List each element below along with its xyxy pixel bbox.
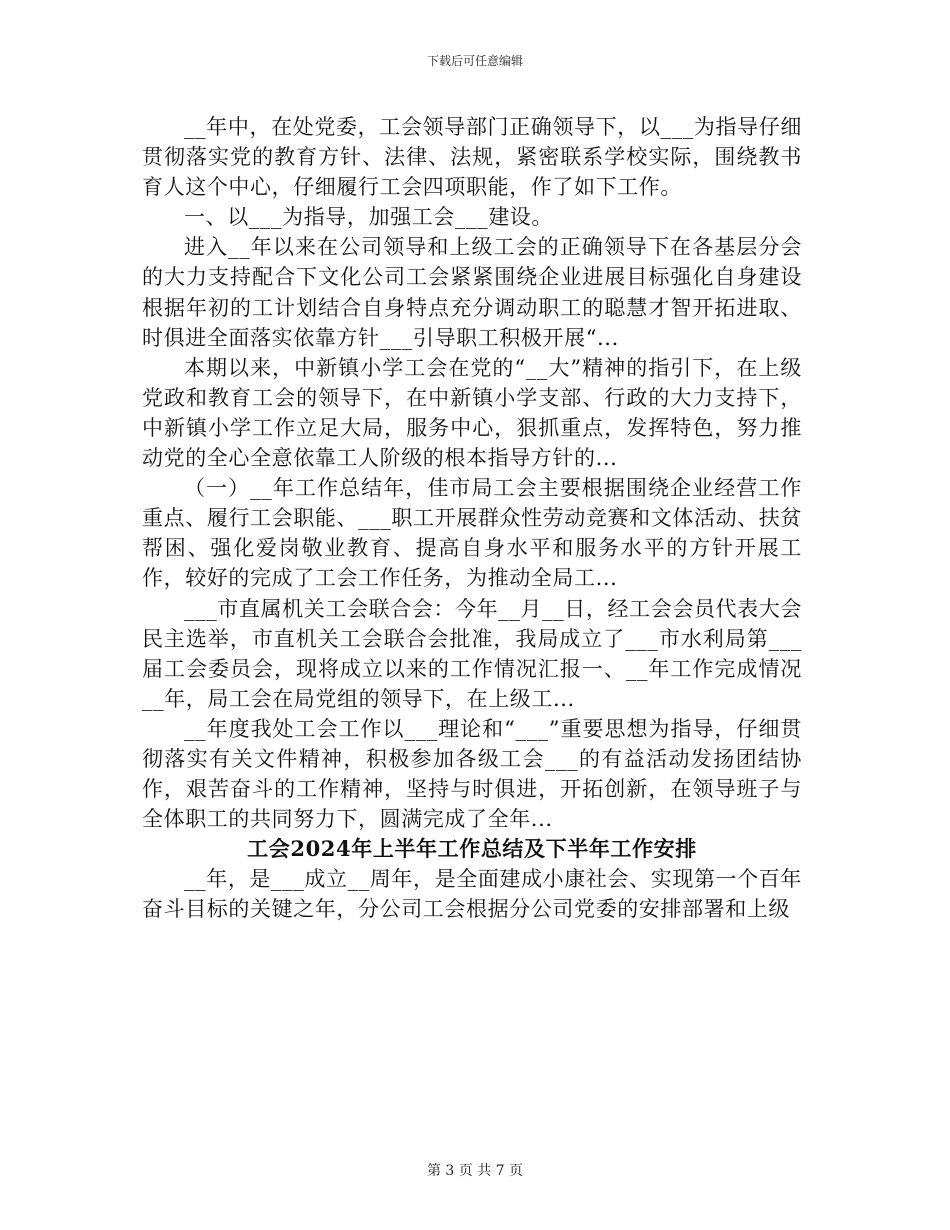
paragraph: __年，是___成立__周年，是全面建成小康社会、实现第一个百年奋斗目标的关键之年，分公司工会根据分公司党委的安排部署和上级 bbox=[142, 867, 802, 922]
header-note: 下载后可任意编辑 bbox=[426, 54, 523, 68]
paragraph: __年中，在处党委，工会领导部门正确领导下，以___为指导仔细贯彻落实党的教育方针、法律、法规，紧密联系学校实际，围绕教书育人这个中心，仔细履行工会四项职能，作了如下工作。 bbox=[142, 115, 802, 200]
page-number: 第 3 页 共 7 页 bbox=[426, 1163, 524, 1179]
paragraph: 进入__年以来在公司领导和上级工会的正确领导下在各基层分会的大力支持配合下文化公司工会紧紧围绕企业进展目标强化自身建设根据年初的工计划结合自身特点充分调动职工的聪慧才智开拓进取、时俱进全面落实依靠方针___引导职工积极开展“... bbox=[142, 235, 802, 350]
paragraph: ___市直属机关工会联合会：今年__月__日，经工会会员代表大会民主选举，市直机关工会联合会批准，我局成立了___市水利局第___届工会委员会，现将成立以来的工作情况汇报一、__年工作完成情况__年，局工会在局党组的领导下，在上级工... bbox=[142, 596, 802, 711]
section-title: 工会2024年上半年工作总结及下半年工作安排 bbox=[247, 836, 697, 862]
paragraph: __年度我处工会工作以___理论和“___”重要思想为指导，仔细贯彻落实有关文件精神，积极参加各级工会___的有益活动发扬团结协作，艰苦奋斗的工作精神，坚持与时俱进，开拓创新，在领导班子与全体职工的共同努力下，圆满完成了全年... bbox=[142, 716, 802, 832]
paragraph: 一、以___为指导，加强工会___建设。 bbox=[184, 205, 553, 230]
document-body bbox=[142, 112, 802, 925]
paragraph: （一）__年工作总结年，佳市局工会主要根据围绕企业经营工作重点、履行工会职能、___职工开展群众性劳动竞赛和文体活动、扶贫帮困、强化爱岗敬业教育、提高自身水平和服务水平的方针开展工作，较好的完成了工会工作任务，为推动全局工... bbox=[142, 476, 802, 591]
paragraph: 本期以来，中新镇小学工会在党的“__大”精神的指引下，在上级党政和教育工会的领导下，在中新镇小学支部、行政的大力支持下，中新镇小学工作立足大局，服务中心，狠抓重点，发挥特色，努力推动党的全心全意依靠工人阶级的根本指导方针的... bbox=[142, 355, 802, 471]
